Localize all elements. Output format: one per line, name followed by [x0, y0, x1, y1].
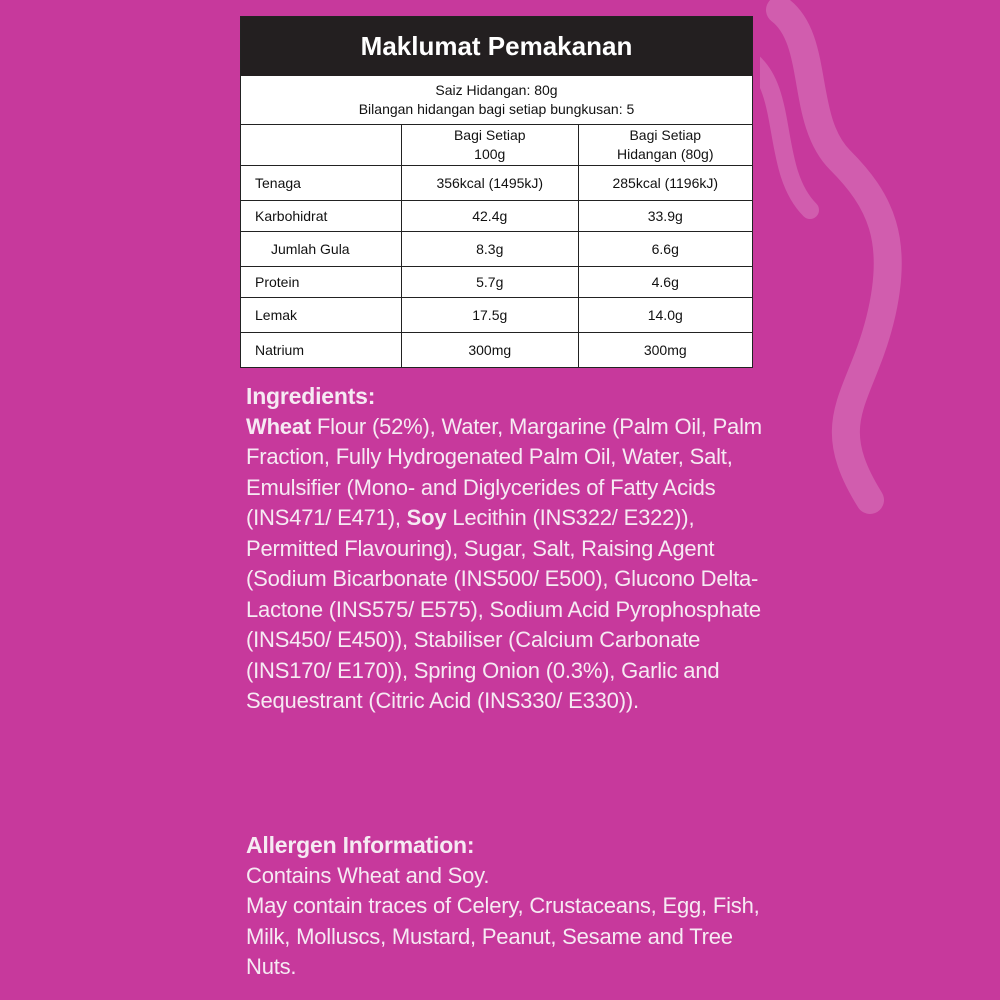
nutrient-name: Jumlah Gula — [241, 232, 402, 267]
nutrient-per-serving: 6.6g — [578, 232, 752, 267]
ingredients-text-part2: Lecithin (INS322/ E322)), Permitted Flavouring), Sugar, Salt, Raising Agent (Sodium Bicarbonate (INS500/ E500), Glucono Delta-Lactone (INS575/ E575), Sodium Acid Pyrophosphate (INS450/ E450)), Stabiliser (Calcium Carbonate (INS170/ E170)), Spring Onion (0.3%), Garlic and Sequestrant (Citric Acid (INS330/ E330)). — [246, 505, 761, 713]
header-per-100g — [402, 125, 579, 166]
allergen-soy: Soy — [406, 505, 447, 530]
nutrient-name: Karbohidrat — [241, 201, 402, 232]
nutrient-name: Protein — [241, 267, 402, 298]
ingredients-heading: Ingredients: — [246, 383, 376, 409]
nutrient-per-serving: 33.9g — [578, 201, 752, 232]
allergen-may-contain: May contain traces of Celery, Crustaceans, Egg, Fish, Milk, Molluscs, Mustard, Peanut, Sesame and Tree Nuts. — [246, 893, 760, 979]
nutrient-per-100g: 17.5g — [402, 298, 579, 333]
nutrient-per-serving: 4.6g — [578, 267, 752, 298]
serving-size: Saiz Hidangan: 80g — [435, 82, 558, 98]
table-row — [241, 267, 752, 298]
nutrient-per-100g: 356kcal (1495kJ) — [402, 166, 579, 201]
nutrient-per-100g: 300mg — [402, 333, 579, 368]
header-per-serving-line1: Bagi Setiap — [629, 127, 702, 143]
header-per-serving — [578, 125, 752, 166]
nutrient-per-100g: 8.3g — [402, 232, 579, 267]
header-per-100g-line1: Bagi Setiap — [453, 127, 526, 143]
panel-title: Maklumat Pemakanan — [241, 17, 752, 76]
ingredients-list — [246, 412, 766, 717]
header-blank — [241, 125, 402, 166]
allergen-heading: Allergen Information: — [246, 832, 475, 858]
nutrient-per-serving: 14.0g — [578, 298, 752, 333]
servings-per-pack: Bilangan hidangan bagi setiap bungkusan: 5 — [358, 101, 635, 117]
allergen-contains: Contains Wheat and Soy. — [246, 862, 490, 888]
nutrition-table — [241, 125, 752, 367]
table-header-row — [241, 125, 752, 166]
table-row — [241, 166, 752, 201]
table-row — [241, 298, 752, 333]
table-row — [241, 333, 752, 368]
serving-info — [241, 76, 752, 125]
nutrient-name: Tenaga — [241, 166, 402, 201]
background-decoration — [760, 0, 1000, 560]
nutrient-per-serving: 300mg — [578, 333, 752, 368]
nutrient-per-100g: 42.4g — [402, 201, 579, 232]
table-row — [241, 232, 752, 267]
nutrient-name: Natrium — [241, 333, 402, 368]
table-row — [241, 201, 752, 232]
ingredients-section — [246, 381, 766, 717]
ingredients-text-part1: Flour (52%), Water, Margarine (Palm Oil, Palm Fraction, Fully Hydrogenated Palm Oil, Water, Salt, Emulsifier (Mono- and Diglycerides of Fatty Acids (INS471/ E471), — [246, 413, 762, 530]
allergen-section — [246, 830, 766, 983]
header-per-100g-line2: 100g — [474, 146, 506, 162]
nutrient-per-serving: 285kcal (1196kJ) — [578, 166, 752, 201]
nutrient-name: Lemak — [241, 298, 402, 333]
allergen-wheat: Wheat — [246, 413, 312, 439]
nutrient-per-100g: 5.7g — [402, 267, 579, 298]
nutrition-facts-panel — [240, 16, 753, 368]
header-per-serving-line2: Hidangan (80g) — [617, 146, 714, 162]
